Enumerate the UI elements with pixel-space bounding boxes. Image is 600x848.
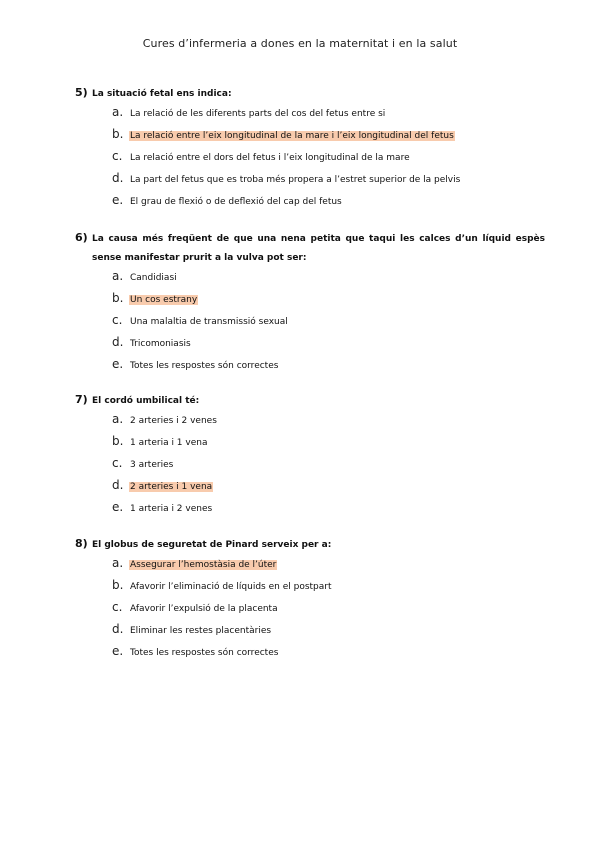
page-header-title: Cures d’infermeria a dones en la maternitat i en la salut bbox=[142, 37, 458, 50]
answer-option-c bbox=[112, 456, 545, 478]
option-letter: c. bbox=[112, 313, 123, 327]
answer-option-a bbox=[112, 105, 545, 127]
answer-option-c bbox=[112, 313, 545, 335]
option-text: Totes les respostes són correctes bbox=[130, 361, 279, 371]
option-letter: b. bbox=[112, 291, 124, 305]
question-number: 7) bbox=[75, 393, 88, 406]
option-text-highlighted: 2 arteries i 1 vena bbox=[130, 482, 213, 492]
question-text: El cordó umbilical té: bbox=[92, 396, 200, 406]
option-letter: d. bbox=[112, 622, 124, 636]
option-text: La relació entre el dors del fetus i l’eix longitudinal de la mare bbox=[130, 153, 410, 163]
option-letter: b. bbox=[112, 434, 124, 448]
option-letter: e. bbox=[112, 193, 124, 207]
option-letter: c. bbox=[112, 600, 123, 614]
option-text: Una malaltia de transmissió sexual bbox=[130, 317, 288, 327]
question-stem bbox=[75, 392, 545, 411]
option-letter: d. bbox=[112, 478, 124, 492]
option-text: Totes les respostes són correctes bbox=[130, 648, 279, 658]
option-text: 1 arteria i 2 venes bbox=[130, 504, 213, 514]
answer-option-b bbox=[112, 127, 545, 149]
answer-option-b bbox=[112, 291, 545, 313]
answer-option-a bbox=[112, 412, 545, 434]
option-letter: a. bbox=[112, 269, 124, 283]
option-letter: c. bbox=[112, 149, 123, 163]
question-8 bbox=[75, 536, 545, 666]
answer-option-d bbox=[112, 335, 545, 357]
option-text-highlighted: La relació entre l’eix longitudinal de la mare i l’eix longitudinal del fetus bbox=[130, 131, 454, 141]
answer-option-b bbox=[112, 434, 545, 456]
question-text: La situació fetal ens indica: bbox=[92, 89, 232, 99]
option-letter: b. bbox=[112, 127, 124, 141]
option-text: 3 arteries bbox=[130, 460, 174, 470]
option-text: La part del fetus que es troba més propera a l’estret superior de la pelvis bbox=[130, 175, 461, 185]
answer-option-e bbox=[112, 357, 545, 379]
answer-options bbox=[112, 105, 545, 215]
option-text: Eliminar les restes placentàries bbox=[130, 626, 272, 636]
answer-option-e bbox=[112, 644, 545, 666]
option-letter: a. bbox=[112, 105, 124, 119]
option-text: La relació de les diferents parts del cos del fetus entre si bbox=[130, 109, 386, 119]
option-text: 1 arteria i 1 vena bbox=[130, 438, 208, 448]
option-letter: b. bbox=[112, 578, 124, 592]
answer-option-a bbox=[112, 556, 545, 578]
question-5 bbox=[75, 85, 545, 215]
answer-option-c bbox=[112, 600, 545, 622]
answer-options bbox=[112, 556, 545, 666]
question-number: 8) bbox=[75, 537, 88, 550]
question-stem bbox=[75, 230, 545, 268]
option-letter: d. bbox=[112, 335, 124, 349]
question-text: El globus de seguretat de Pinard serveix per a: bbox=[92, 540, 332, 550]
option-letter: e. bbox=[112, 500, 124, 514]
answer-option-e bbox=[112, 500, 545, 522]
option-letter: e. bbox=[112, 644, 124, 658]
option-letter: c. bbox=[112, 456, 123, 470]
answer-option-d bbox=[112, 622, 545, 644]
option-letter: a. bbox=[112, 412, 124, 426]
answer-options bbox=[112, 269, 545, 379]
answer-option-b bbox=[112, 578, 545, 600]
option-letter: a. bbox=[112, 556, 124, 570]
answer-option-d bbox=[112, 171, 545, 193]
option-letter: d. bbox=[112, 171, 124, 185]
option-text: Afavorir l’eliminació de líquids en el postpart bbox=[130, 582, 332, 592]
option-text: Candidiasi bbox=[130, 273, 177, 283]
question-stem bbox=[75, 85, 545, 104]
option-text: Afavorir l’expulsió de la placenta bbox=[130, 604, 278, 614]
question-number: 5) bbox=[75, 86, 88, 99]
question-6 bbox=[75, 230, 545, 379]
answer-option-c bbox=[112, 149, 545, 171]
answer-option-a bbox=[112, 269, 545, 291]
option-text-highlighted: Un cos estrany bbox=[130, 295, 198, 305]
question-7 bbox=[75, 392, 545, 522]
option-text-highlighted: Assegurar l’hemostàsia de l’úter bbox=[130, 560, 277, 570]
answer-options bbox=[112, 412, 545, 522]
question-number: 6) bbox=[75, 231, 88, 244]
option-letter: e. bbox=[112, 357, 124, 371]
answer-option-e bbox=[112, 193, 545, 215]
option-text: Tricomoniasis bbox=[130, 339, 191, 349]
question-text: La causa més freqüent de que una nena petita que taqui les calces d’un líquid espès sense manifestar prurit a la vulva pot ser: bbox=[92, 234, 545, 263]
option-text: El grau de flexió o de deflexió del cap del fetus bbox=[130, 197, 342, 207]
answer-option-d bbox=[112, 478, 545, 500]
option-text: 2 arteries i 2 venes bbox=[130, 416, 217, 426]
question-stem bbox=[75, 536, 545, 555]
